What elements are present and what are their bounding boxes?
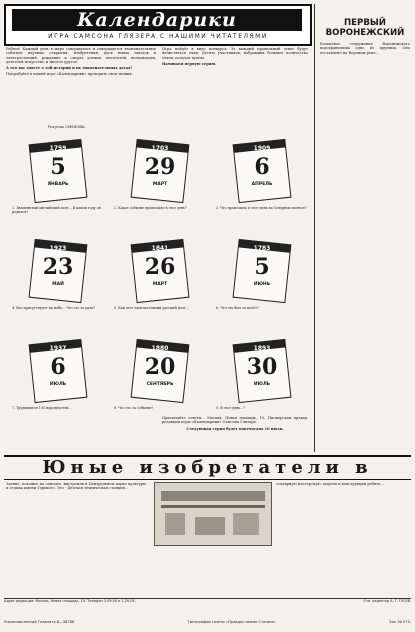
calendar-day: 5 xyxy=(50,154,66,180)
sidebar-paragraph: Кольцевое сооружение Воронежского водохранилища одно из крупных. Оно поставлено на Воронеж-реке... xyxy=(320,42,410,55)
calendar-item xyxy=(214,136,310,232)
calendar-caption: 6. Что это был за полёт? xyxy=(216,306,259,310)
calendar-month: МАЙ xyxy=(52,282,64,287)
sidebar-text xyxy=(320,42,410,442)
bottom-left-paragraph: Здание, похожее на самолет, выстроили в Центральном парке культуры и отдыха имени Горького. Это - Детская техническая станция... xyxy=(6,482,146,491)
calendar-year: 1923 xyxy=(49,245,67,252)
bottom-right-text xyxy=(276,482,410,486)
calendar-month: ИЮЛЬ xyxy=(253,382,271,387)
calendar-day: 5 xyxy=(254,254,270,280)
calendar-year: 1841 xyxy=(151,245,169,252)
calendar-year: 1703 xyxy=(151,145,169,152)
calendar-month: ЯНВАРЬ xyxy=(47,182,69,187)
next-series-note: Следующая серия будет напечатана 10 июля. xyxy=(186,426,284,431)
address-note xyxy=(162,416,308,431)
calendar-caption: 8. Что это за событие? xyxy=(114,406,154,410)
bottom-title: Юные изобретатели в xyxy=(4,455,411,480)
calendar-day: 6 xyxy=(50,354,66,380)
calendar-item xyxy=(10,236,106,332)
calendar-year: 1880 xyxy=(151,345,169,352)
calendar-caption: 9. В этот день...? xyxy=(216,406,246,410)
intro-lead: Ребята! Каждый день в мире совершались и совершаются знаменательные события: научные открытия, изобретения, пуск новых заводов и электростанций, рождение и смерть ученых, писателей, полководцев, деятелей искусства, и многое другое. xyxy=(6,47,156,64)
calendar-year: 1909 xyxy=(253,145,271,152)
calendar-day: 29 xyxy=(144,154,176,180)
calendar-day: 20 xyxy=(144,354,176,380)
calendar-caption: 4. Все присутствуют на небе... Что это за дата? xyxy=(12,306,95,310)
footer-order: Зак. № 573. xyxy=(389,620,411,624)
footer-editor: Отв. редактор А. Г. ГУСЕВ. xyxy=(363,599,411,603)
calendar-caption: 3. Что произошло в этот день на Северном полюсе? xyxy=(216,206,307,210)
calendar-month: АПРЕЛЬ xyxy=(251,182,273,187)
rules-body: Игра пойдёт в виде конкурса. За каждый правильный ответ будут начисляться очки. Десять участников, набравших большее количество очков, получат призы. xyxy=(162,47,308,60)
intro-text xyxy=(6,47,156,77)
calendar-year: 1783 xyxy=(253,245,271,252)
calendar-month: СЕНТЯБРЬ xyxy=(146,382,174,387)
calendar-caption: 1. Знаменитый английский поэт... В каком году он родился? xyxy=(12,206,101,214)
calendar-month: МАРТ xyxy=(152,282,168,287)
bottom-left-text xyxy=(6,482,146,491)
footer-address: Адрес редакции: Москва, Новая площадь, 10. Телефон 3-09-04 и 1-20-04. xyxy=(4,599,136,603)
calendar-item xyxy=(112,236,208,332)
calendar-day: 30 xyxy=(246,354,278,380)
masthead xyxy=(4,4,312,46)
address-note-text: Присылайте ответы... Москва, Новая площадь, 10, Пионерская правда, редакция игры «Календарики» Самсона Глязера. xyxy=(162,416,308,425)
bottom-right-paragraph: столярную мастерскую, модели и конструкции ребята... xyxy=(276,482,384,486)
footer-serial-line xyxy=(4,620,411,624)
calendar-day: 26 xyxy=(144,254,176,280)
footer-print: Типография газеты «Правда» имени Сталина. xyxy=(187,620,276,624)
calendar-caption: 5. Как этот замечательный русский поэт... xyxy=(114,306,189,310)
calendar-day: 23 xyxy=(42,254,74,280)
calendar-item xyxy=(10,136,106,232)
sidebar-title: ПЕРВЫЙ ВОРОНЕЖСКИЙ xyxy=(325,18,405,38)
calendar-month: МАРТ xyxy=(152,182,168,187)
footer xyxy=(4,598,411,603)
calendar-caption: 2. Какое событие произошло в этот день? xyxy=(114,206,187,210)
calendar-month: ИЮНЬ xyxy=(253,282,271,287)
rules-part: Начинаем первую серию. xyxy=(162,61,217,66)
newspaper-page xyxy=(4,4,411,628)
calendar-month: ИЮЛЬ xyxy=(49,382,67,387)
masthead-subtitle: ИГРА САМСОНА ГЛЯЗЕРА С НАШИМИ ЧИТАТЕЛЯМИ xyxy=(48,33,268,40)
workshop-photo xyxy=(154,482,272,546)
calendar-item xyxy=(214,236,310,332)
workshop-photo-image xyxy=(155,483,271,545)
calendar-year: 1893 xyxy=(253,345,271,352)
calendar-caption: 7. Трудящиеся 193 народностей... xyxy=(12,406,72,410)
rules-text xyxy=(162,47,308,66)
calendar-item xyxy=(10,336,106,432)
calendar-item xyxy=(112,136,208,232)
calendar-day: 6 xyxy=(254,154,270,180)
masthead-title: Календарики xyxy=(12,9,302,31)
calendar-year: 1937 xyxy=(49,345,67,352)
figure-credit: Рисунок СМЕХОВА. xyxy=(48,124,86,129)
footer-serial: Уполномоченный Главлита В—38786 xyxy=(4,620,75,624)
calendar-year: 1759 xyxy=(49,145,67,152)
column-rule xyxy=(314,4,315,452)
intro-question: А что вы знаете о той истории и их знаменательных датах? xyxy=(6,66,133,71)
intro-invite: Попробуйте в нашей игре «Календарики» проверить свои знания. xyxy=(6,72,133,77)
